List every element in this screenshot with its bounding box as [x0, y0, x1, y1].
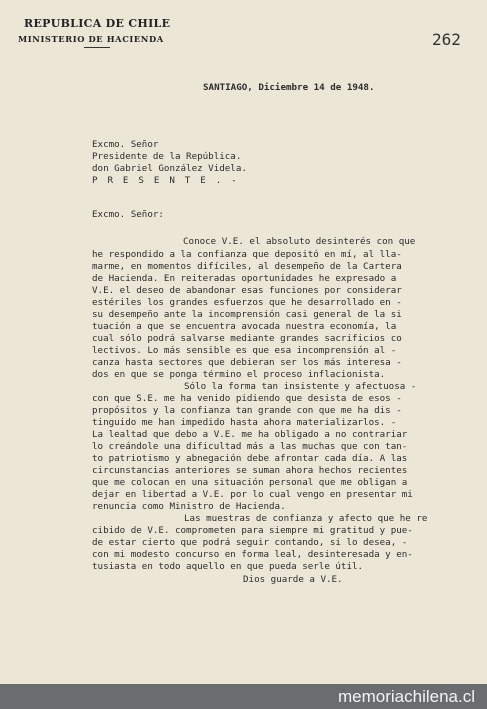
letterhead-underline [84, 47, 110, 48]
body-line: Sólo la forma tan insistente y afectuosa - [184, 381, 417, 392]
body-line: V.E. el deseo de abandonar esas funciones por considerar [92, 285, 402, 296]
body-line: to patriotismo y abnegación debe afrontar cada día. A las [92, 453, 408, 464]
body-line: cual sólo podrá salvarse mediante grandes sacrificios co [92, 333, 402, 344]
body-line: tuación a que se encuentra avocada nuestra economía, la [92, 321, 397, 332]
body-line: canza hasta sectores que debieran ser los más interesa - [92, 357, 402, 368]
watermark-logo: memoriachilena.cl [338, 687, 475, 706]
addressee-line: P R E S E N T E . - [92, 175, 239, 186]
body-line: tusiasta en todo aquello en que pueda serle útil. [92, 561, 364, 572]
body-line: con mi modesto concurso en forma leal, desinteresada y en- [92, 549, 413, 560]
body-line: con que S.E. me ha venido pidiendo que desista de esos - [92, 393, 402, 404]
body-line: propósitos y la confianza tan grande con que me ha dis - [92, 405, 402, 416]
body-line: lo creándole una dificultad más a las muchas que con tan- [92, 441, 408, 452]
body-line: dejar en libertad a V.E. por lo cual vengo en presentar mi [92, 489, 413, 500]
body-line: La lealtad que debo a V.E. me ha obligado a no contrariar [92, 429, 408, 440]
letterhead-ministry: MINISTERIO DE HACIENDA [18, 34, 164, 44]
body-line: circunstancias anteriores se suman ahora hechos recientes [92, 465, 408, 476]
date-line: SANTIAGO, Diciembre 14 de 1948. [203, 82, 375, 93]
body-line: renuncia como Ministro de Hacienda. [92, 501, 286, 512]
body-line: cibido de V.E. comprometen para siempre mi gratitud y pue- [92, 525, 413, 536]
body-line: que me colocan en una situación personal que me obligan a [92, 477, 408, 488]
body-line: Las muestras de confianza y afecto que he re [184, 513, 428, 524]
addressee-line: don Gabriel González Videla. [92, 163, 247, 174]
body-line: de estar cierto que podrá seguir contando, si lo desea, - [92, 537, 408, 548]
body-line: tinguido me han impedido hasta ahora materializarlos. - [92, 417, 397, 428]
addressee-line: Excmo. Señor [92, 139, 159, 150]
body-line: Conoce V.E. el absoluto desinterés con que [183, 236, 416, 247]
body-line: de Hacienda. En reiteradas oportunidades he expresado a [92, 273, 397, 284]
closing-line: Dios guarde a V.E. [243, 574, 343, 585]
page-number: 262 [432, 30, 461, 49]
body-line: estériles los grandes esfuerzos que he desarrollado en - [92, 297, 402, 308]
salutation: Excmo. Señor: [92, 209, 164, 220]
addressee-line: Presidente de la República. [92, 151, 242, 162]
body-line: dos en que se ponga término el proceso inflacionista. [92, 369, 386, 380]
body-line: he respondido a la confianza que depositó en mí, al lla- [92, 249, 402, 260]
body-line: marme, en momentos difíciles, al desempeño de la Cartera [92, 261, 402, 272]
body-line: su desempeño ante la incomprensión casi general de la si [92, 309, 402, 320]
letterhead-republic: REPUBLICA DE CHILE [24, 17, 171, 30]
body-line: lectivos. Lo más sensible es que esa incomprensión al - [92, 345, 397, 356]
